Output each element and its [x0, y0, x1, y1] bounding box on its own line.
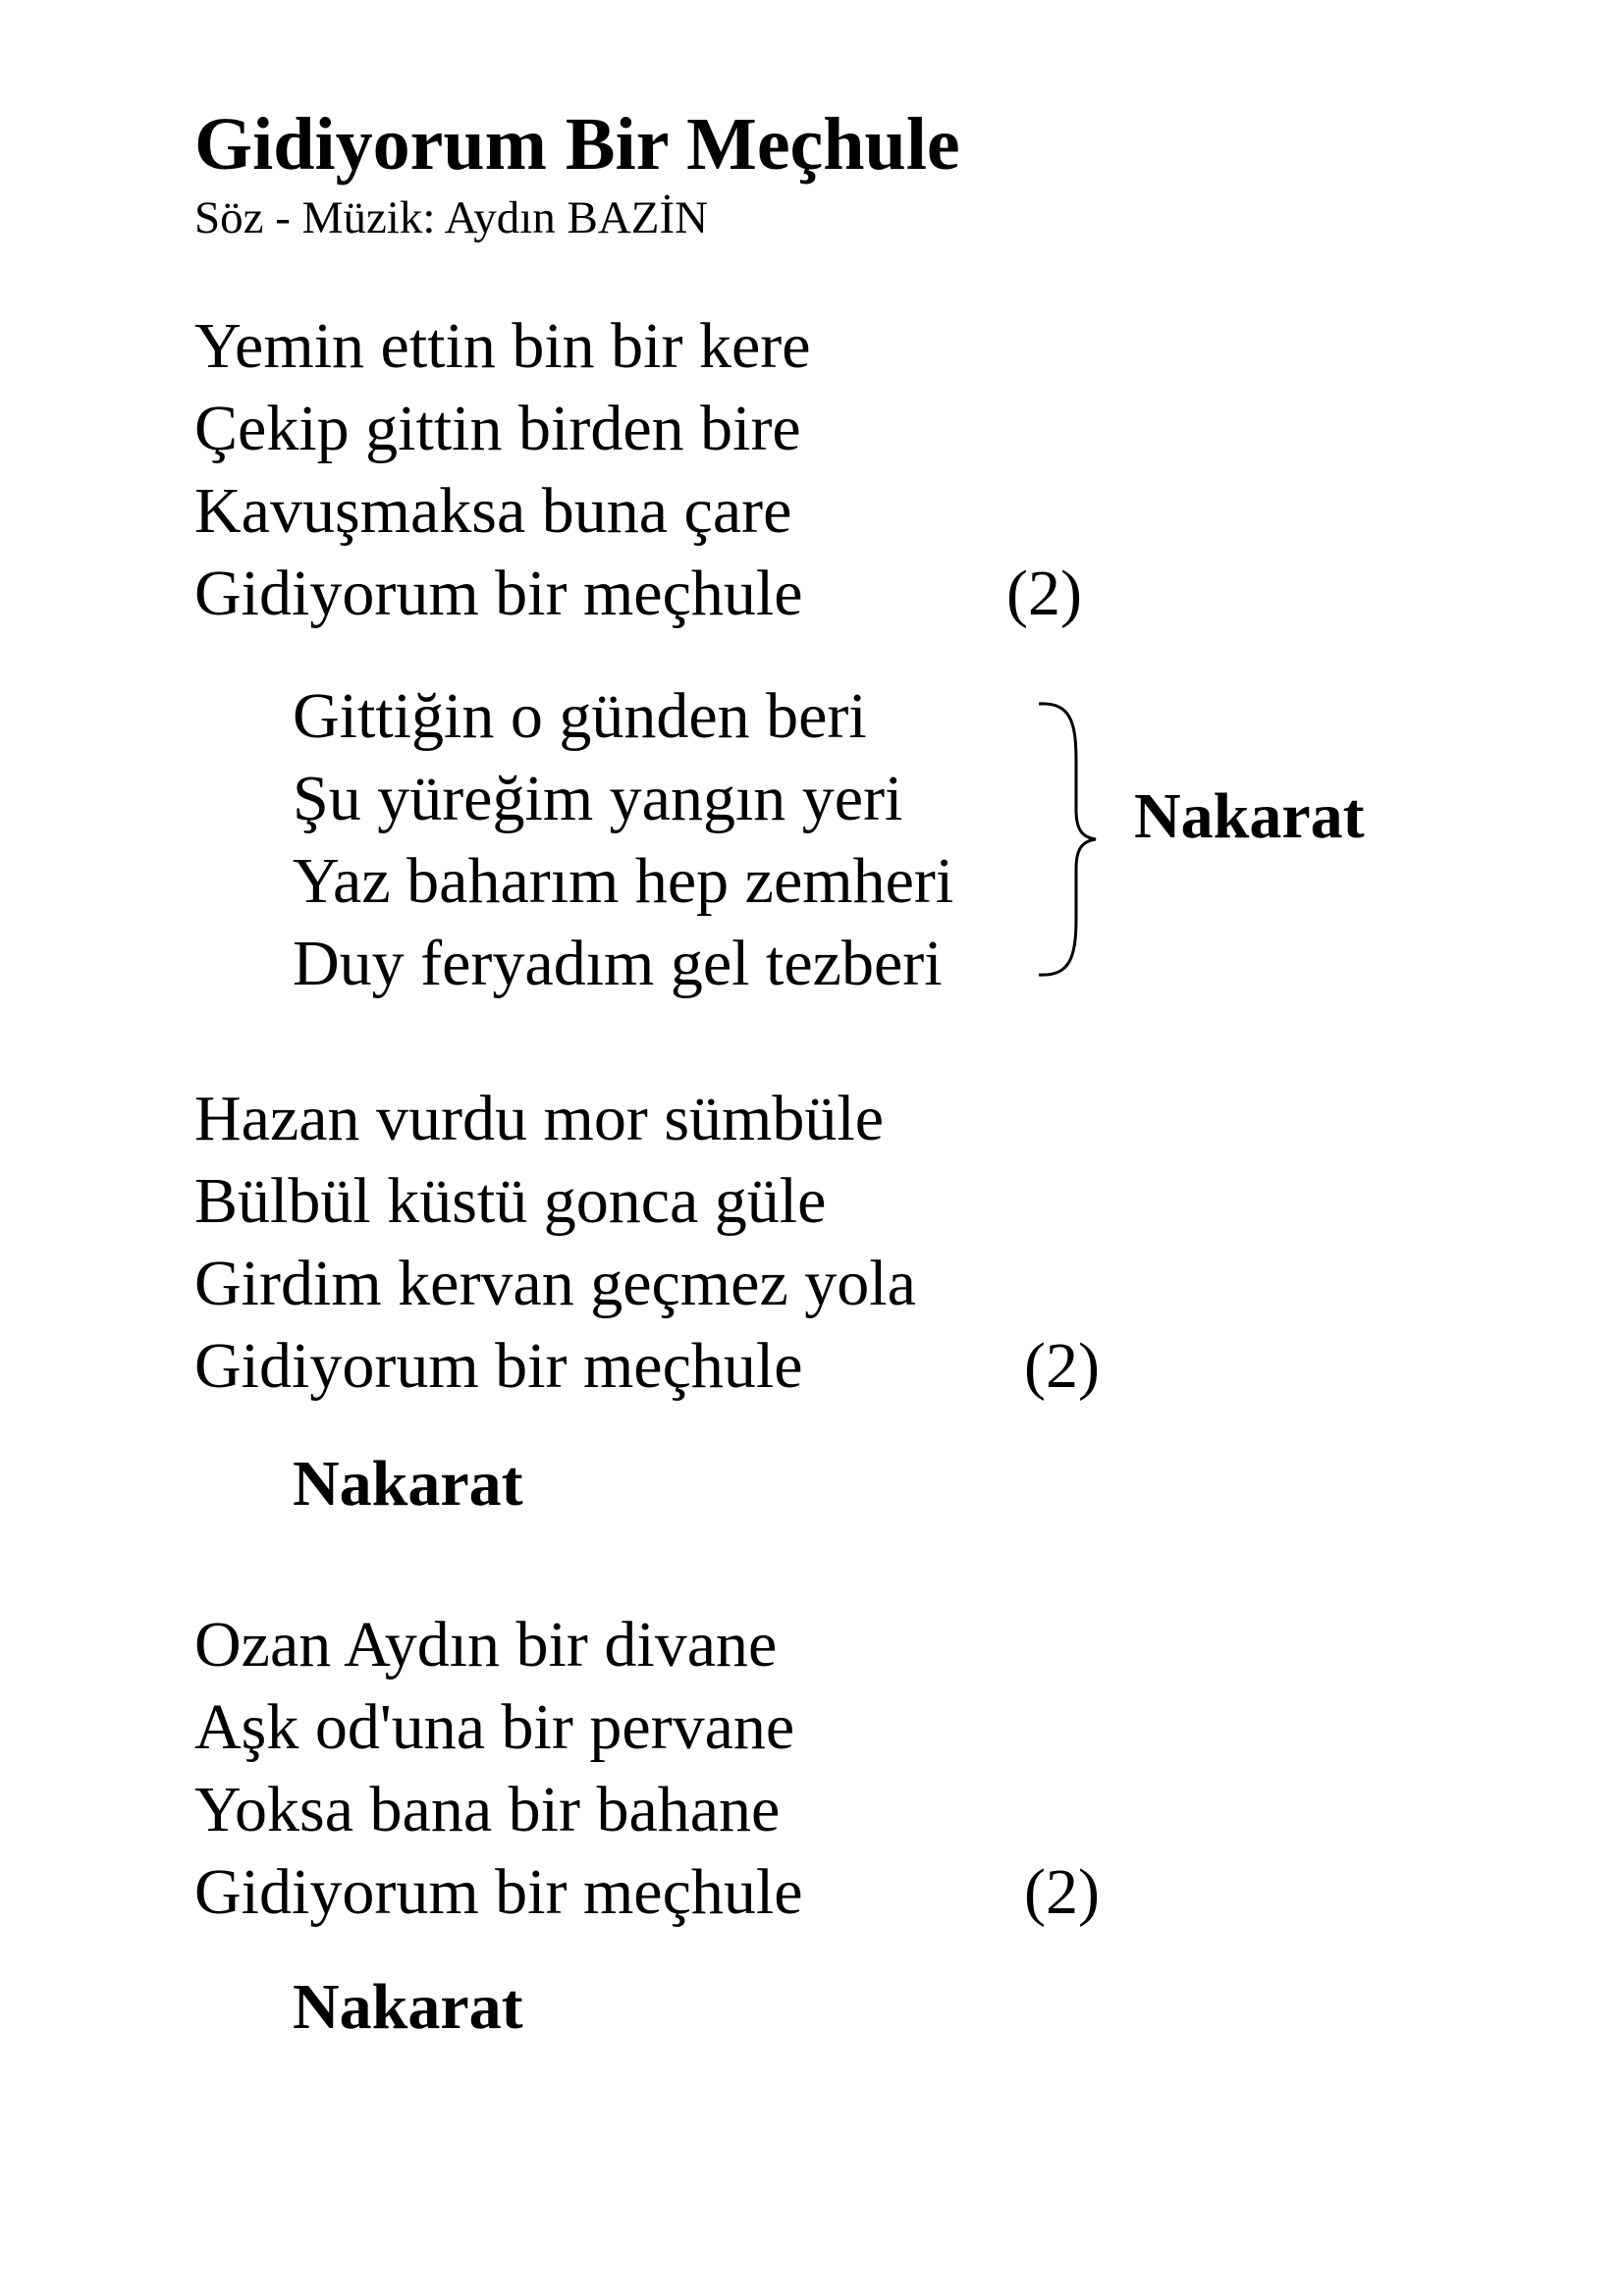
song-title: Gidiyorum Bir Meçhule [194, 103, 960, 186]
verse-line: Gidiyorum bir meçhule [194, 1856, 803, 1928]
verse-line: Gidiyorum bir meçhule [194, 1330, 803, 1402]
verse-line: Hazan vurdu mor sümbüle [194, 1083, 884, 1154]
verse-line: Kavuşmaksa buna çare [194, 475, 792, 547]
verse-line: Yemin ettin bin bir kere [194, 310, 811, 382]
chorus-reference: Nakarat [293, 1448, 523, 1520]
verse-line: Çekip gittin birden bire [194, 393, 801, 464]
repeat-marker: (2) [1024, 1856, 1100, 1928]
chorus-line: Duy feryadım gel tezberi [293, 928, 943, 999]
repeat-marker: (2) [1006, 558, 1082, 629]
verse-line: Gidiyorum bir meçhule [194, 558, 803, 629]
chorus-line: Yaz baharım hep zemheri [293, 845, 954, 917]
curly-brace-icon [1031, 692, 1100, 987]
verse-line: Bülbül küstü gonca güle [194, 1165, 827, 1237]
chorus-label: Nakarat [1134, 780, 1365, 852]
verse-line: Ozan Aydın bir divane [194, 1609, 778, 1681]
song-credit: Söz - Müzik: Aydın BAZİN [194, 192, 709, 243]
chorus-line: Gittiğin o günden beri [293, 680, 867, 752]
verse-line: Yoksa bana bir bahane [194, 1774, 781, 1845]
verse-line: Aşk od'una bir pervane [194, 1691, 795, 1763]
chorus-line: Şu yüreğim yangın yeri [293, 763, 903, 834]
repeat-marker: (2) [1024, 1330, 1100, 1402]
chorus-reference: Nakarat [293, 1971, 523, 2043]
verse-line: Girdim kervan geçmez yola [194, 1248, 916, 1319]
